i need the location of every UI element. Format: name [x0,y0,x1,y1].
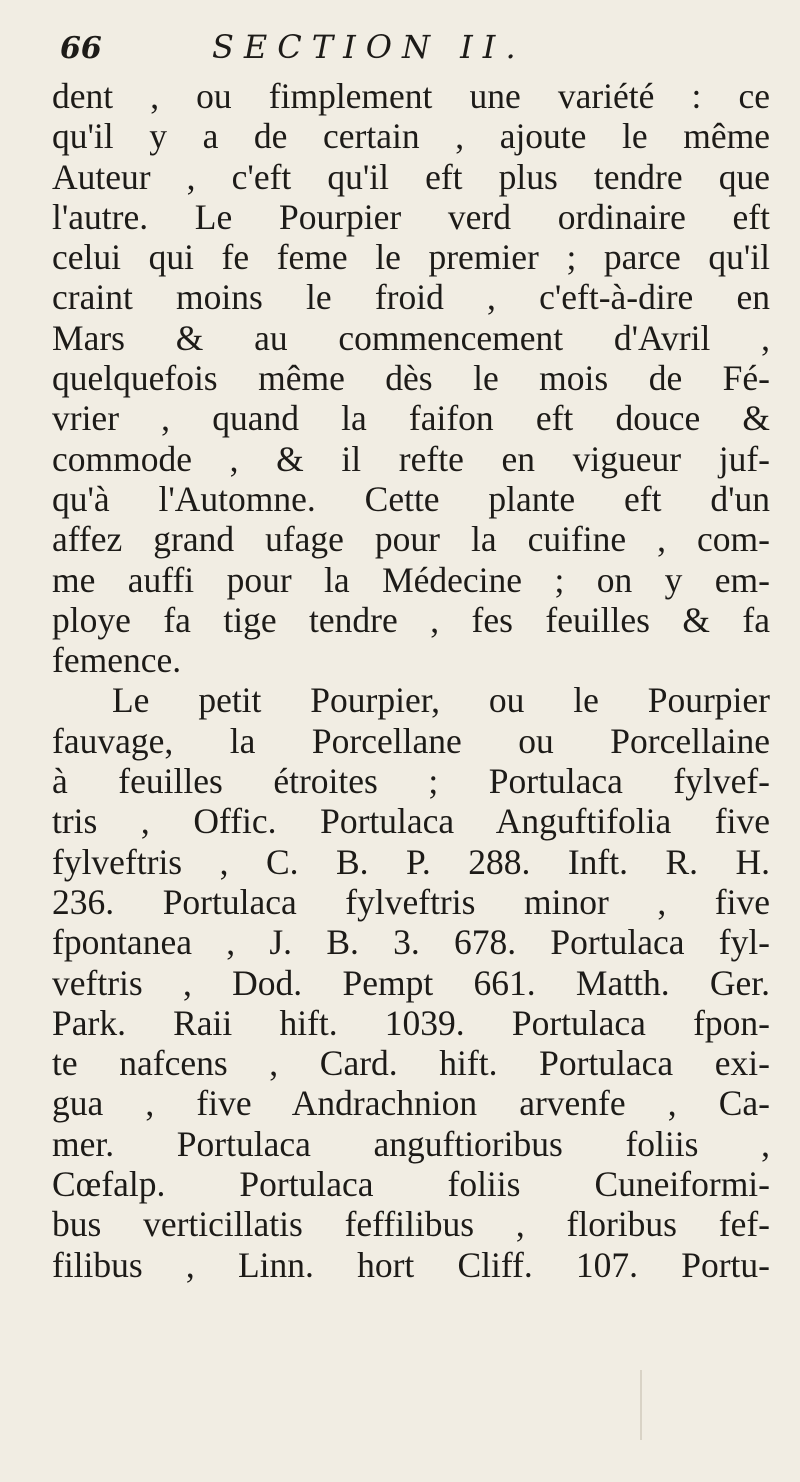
text-line: Mars & au commencement d'Avril , [52,317,770,358]
text-line: femence. [52,640,182,681]
running-head: SECTION II. [212,28,526,66]
text-line: me auffi pour la Médecine ; on y em- [52,559,770,600]
text-line: celui qui fe feme le premier ; parce qu'il [52,237,770,278]
text-line: quelquefois même dès le mois de Fé- [52,358,770,399]
text-line: veftris , Dod. Pempt 661. Matth. Ger. [52,962,770,1003]
paragraph [52,76,770,680]
text-line: 236. Portulaca fylveftris minor , five [52,881,770,922]
page-number: 66 [60,31,102,66]
paper-mark [640,1370,642,1440]
text-line: mer. Portulaca anguftioribus foliis , [52,1123,770,1164]
text-line: commode , & il refte en vigueur juf- [52,438,770,479]
body-text [52,76,770,1285]
text-line: fylveftris , C. B. P. 288. Inft. R. H. [52,841,770,882]
text-line: qu'il y a de certain , ajoute le même [52,116,770,157]
text-line: Auteur , c'eft qu'il eft plus tendre que [52,156,770,197]
text-line: Cœfalp. Portulaca foliis Cuneiformi- [52,1164,770,1205]
page-header [52,28,770,74]
text-line: Park. Raii hift. 1039. Portulaca fpon- [52,1002,770,1043]
text-line: dent , ou fimplement une variété : ce [52,76,770,116]
text-line: qu'à l'Automne. Cette plante eft d'un [52,478,770,519]
text-line: affez grand ufage pour la cuifine , com- [52,519,770,560]
text-line: à feuilles étroites ; Portulaca fylvef- [52,761,770,802]
text-line: tris , Offic. Portulaca Anguftifolia five [52,801,770,842]
paragraph [52,680,770,1284]
text-line: bus verticillatis feffilibus , floribus fef- [52,1204,770,1245]
text-line: filibus , Linn. hort Cliff. 107. Portu- [52,1244,770,1285]
text-line: fpontanea , J. B. 3. 678. Portulaca fyl- [52,922,770,963]
text-line: fauvage, la Porcellane ou Porcellaine [52,720,770,761]
text-line: vrier , quand la faifon eft douce & [52,398,770,439]
text-line: te nafcens , Card. hift. Portulaca exi- [52,1043,770,1084]
text-line: ploye fa tige tendre , fes feuilles & fa [52,599,770,640]
text-line: craint moins le froid , c'eft-à-dire en [52,277,770,318]
text-line: Le petit Pourpier, ou le Pourpier [112,680,770,721]
text-line: l'autre. Le Pourpier verd ordinaire eft [52,196,770,237]
text-line: gua , five Andrachnion arvenfe , Ca- [52,1083,770,1124]
